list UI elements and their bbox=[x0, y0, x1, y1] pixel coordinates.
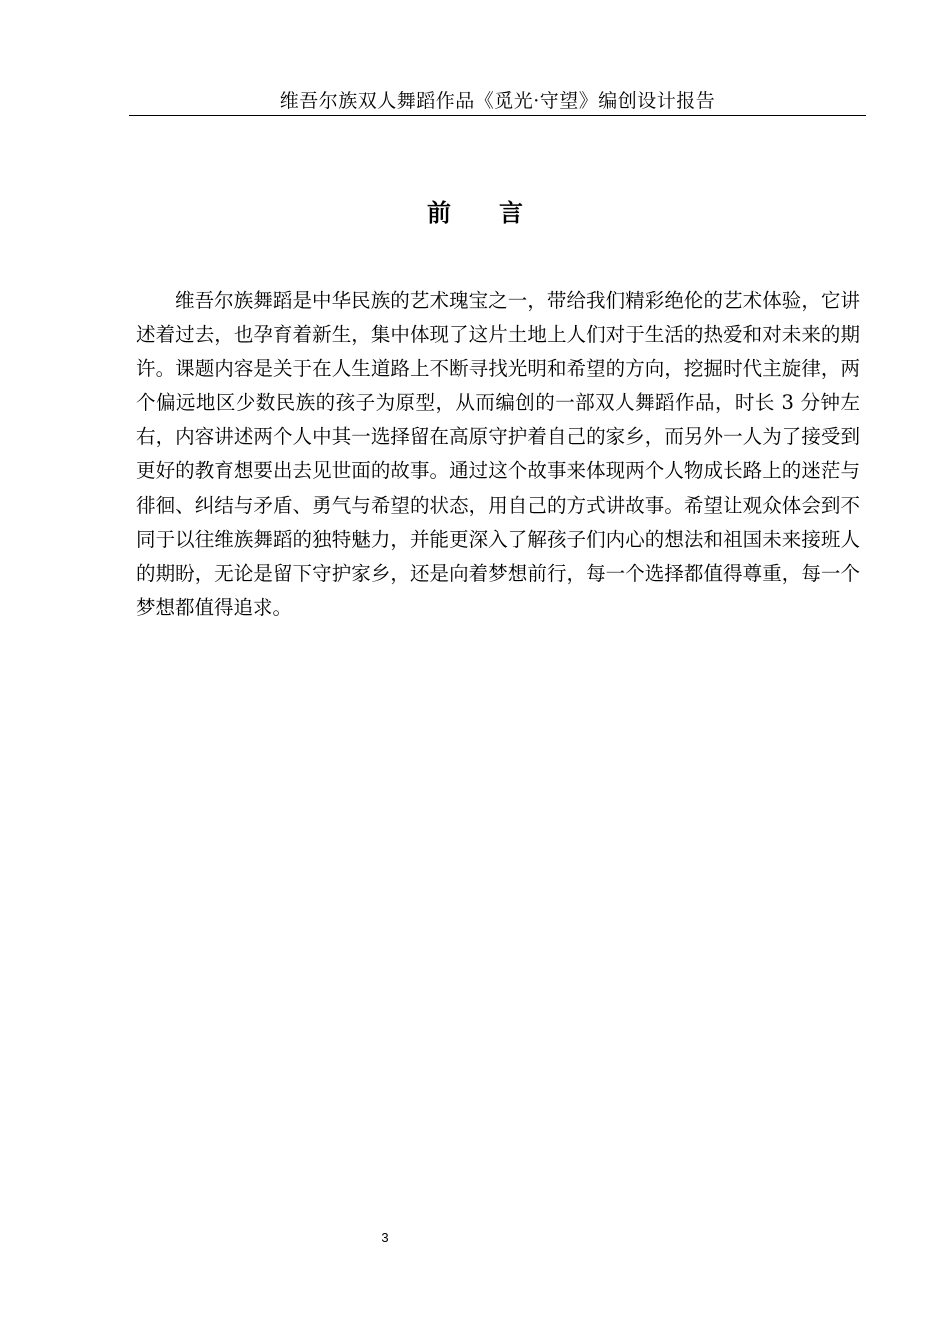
running-header: 维吾尔族双人舞蹈作品《觅光·守望》编创设计报告 bbox=[279, 90, 716, 112]
paragraph-line: 个偏远地区少数民族的孩子为原型，从而编创的一部双人舞蹈作品，时长 3 分钟左 bbox=[136, 391, 860, 415]
paragraph-line: 的期盼，无论是留下守护家乡，还是向着梦想前行，每一个选择都值得尊重，每一个 bbox=[136, 561, 860, 585]
paragraph-line: 许。课题内容是关于在人生道路上不断寻找光明和希望的方向，挖掘时代主旋律，两 bbox=[136, 357, 860, 381]
paragraph-line: 梦想都值得追求。 bbox=[136, 595, 293, 619]
paragraph-line: 徘徊、纠结与矛盾、勇气与希望的状态，用自己的方式讲故事。希望让观众体会到不 bbox=[136, 493, 860, 517]
section-title: 前言 bbox=[427, 198, 571, 227]
paragraph-line: 述着过去，也孕育着新生，集中体现了这片土地上人们对于生活的热爱和对未来的期 bbox=[136, 323, 860, 347]
paragraph-line: 右，内容讲述两个人中其一选择留在高原守护着自己的家乡，而另外一人为了接受到 bbox=[136, 425, 860, 449]
paragraph-line: 更好的教育想要出去见世面的故事。通过这个故事来体现两个人物成长路上的迷茫与 bbox=[136, 459, 860, 483]
page-number: 3 bbox=[381, 1230, 389, 1245]
paragraph-line: 维吾尔族舞蹈是中华民族的艺术瑰宝之一，带给我们精彩绝伦的艺术体验，它讲 bbox=[175, 289, 860, 312]
header-rule bbox=[129, 115, 866, 116]
preface-paragraph bbox=[136, 284, 860, 625]
paragraph-line: 同于以往维族舞蹈的独特魅力，并能更深入了解孩子们内心的想法和祖国未来接班人 bbox=[136, 527, 860, 551]
